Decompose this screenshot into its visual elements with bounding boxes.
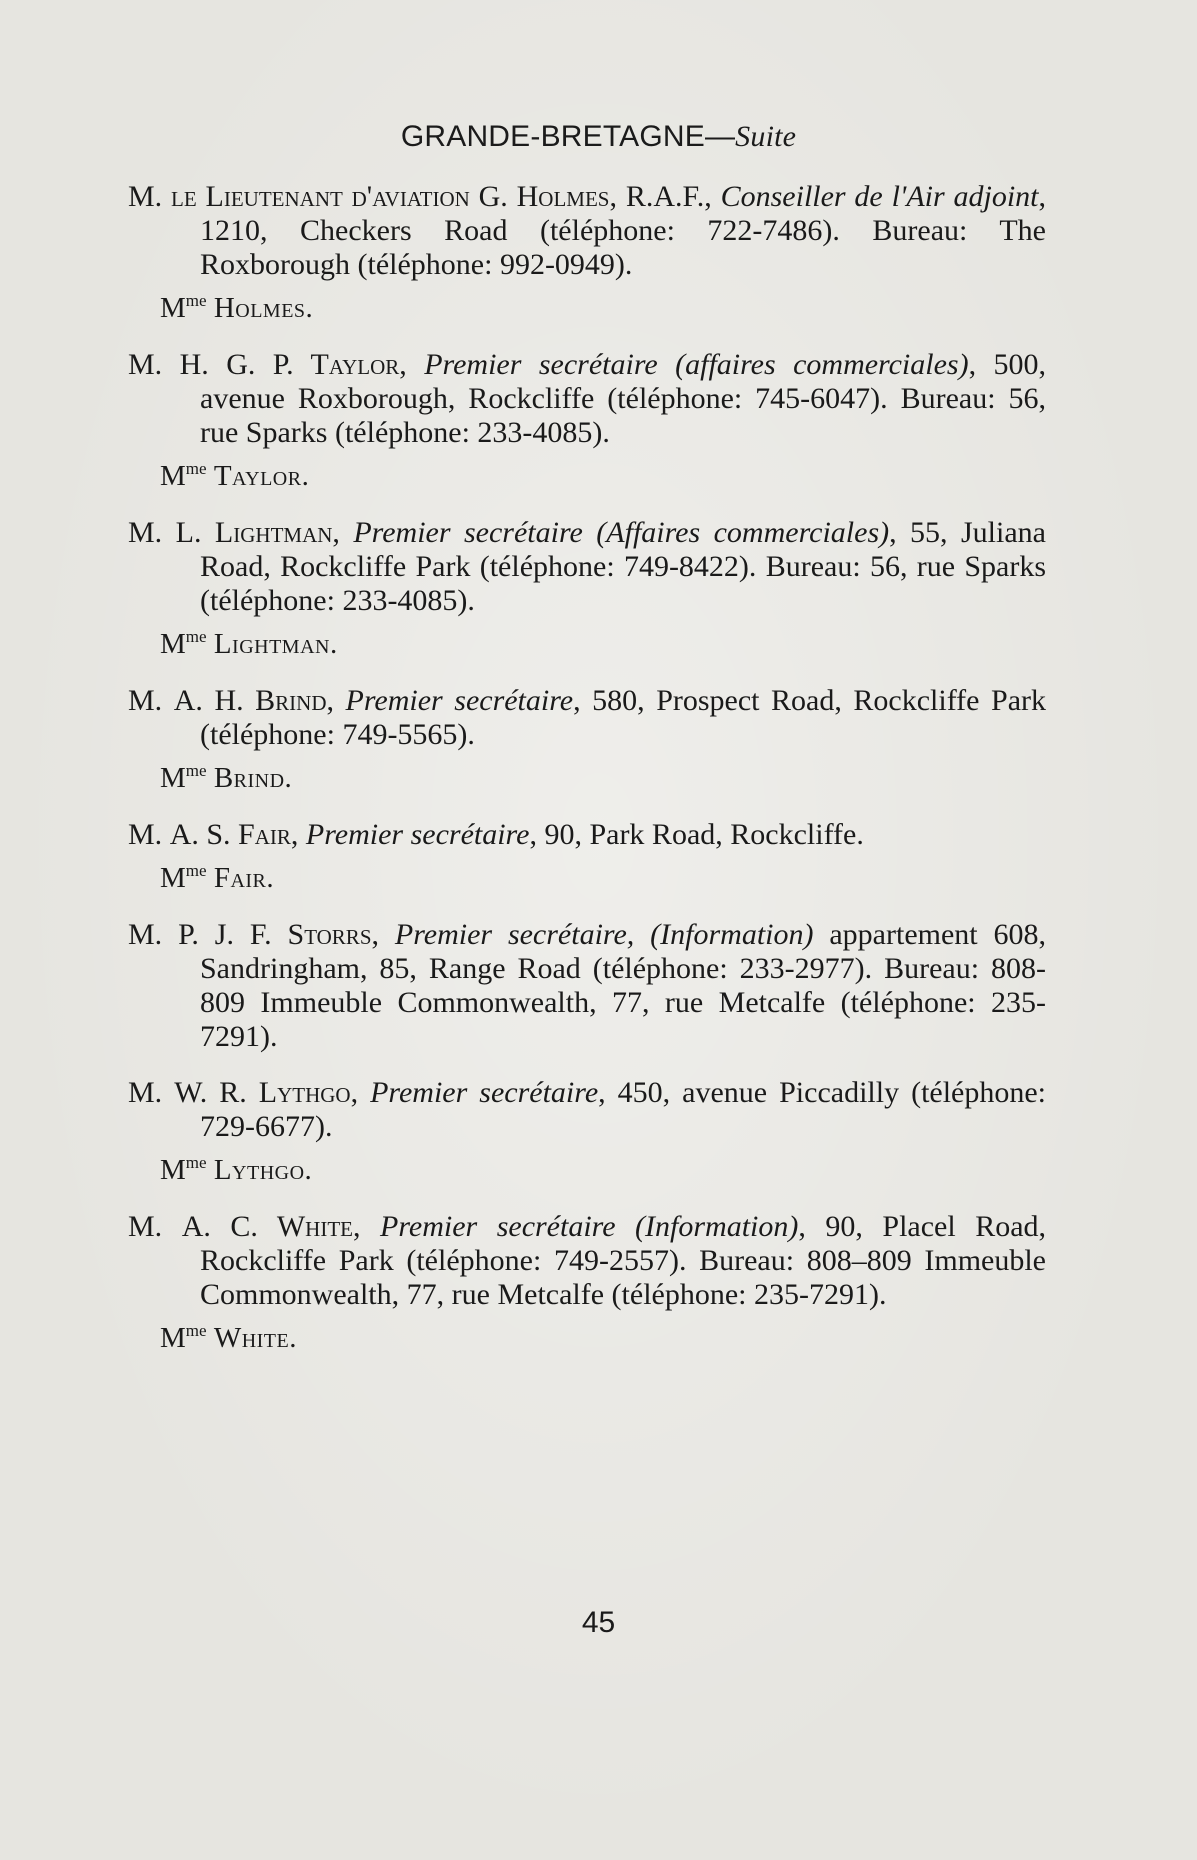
spouse-name: Holmes. — [213, 292, 314, 324]
spouse-title: M — [160, 862, 186, 894]
entry-name: L. Lightman — [175, 516, 333, 549]
entry-details: , 90, Park Road, Rockcliffe. — [529, 818, 864, 851]
list-entry — [128, 684, 1046, 796]
entry-role: Premier secrétaire — [305, 818, 530, 851]
entry-prefix: M. — [128, 348, 163, 381]
entry-role: Premier secrétaire (Information) — [380, 1210, 799, 1243]
entry-details: appartement 608, Sandringham, 85, Range Road (téléphone: 233-2977). Bureau: 808-809 Immeuble Commonwealth, 77, rue Metcalfe (téléphone: 235-7291). — [200, 918, 1046, 1053]
entry-details: , 450, avenue Piccadilly (téléphone: 729-6677). — [200, 1076, 1047, 1143]
entry-name: W. R. Lythgo — [174, 1076, 351, 1109]
spouse-name: Lythgo. — [213, 1154, 313, 1186]
entry-name-suffix: , — [371, 918, 395, 951]
list-entry — [128, 818, 1046, 896]
spouse-title: M — [160, 762, 186, 794]
spouse-line — [160, 760, 1046, 796]
spouse-title: M — [160, 1322, 186, 1354]
entry-details: , 580, Prospect Road, Rockcliffe Park (téléphone: 749-5565). — [200, 684, 1046, 751]
list-entry — [128, 918, 1046, 1054]
entry-name: A. H. Brind — [173, 684, 327, 717]
entry-name: H. G. P. Taylor — [179, 348, 400, 381]
list-entry — [128, 348, 1046, 494]
entry-name-suffix: , — [290, 818, 306, 851]
spouse-name: White. — [213, 1322, 297, 1354]
spouse-name: Brind. — [213, 762, 293, 794]
entry-text — [128, 684, 1046, 752]
entry-text — [128, 348, 1046, 450]
spouse-title: M — [160, 460, 186, 492]
list-entry — [128, 516, 1046, 662]
entry-text — [128, 1210, 1046, 1312]
entry-details: , 1210, Checkers Road (téléphone: 722-7486). Bureau: The Roxborough (téléphone: 992-0949). — [200, 180, 1046, 281]
spouse-line — [160, 458, 1046, 494]
spouse-name: Taylor. — [213, 460, 310, 492]
entry-details: , 500, avenue Roxborough, Rockcliffe (téléphone: 745-6047). Bureau: 56, rue Sparks (téléphone: 233-4085). — [200, 348, 1047, 449]
entry-role: Premier secrétaire — [370, 1076, 599, 1109]
entry-name: P. J. F. Storrs — [178, 918, 372, 951]
spouse-title-sup: me — [185, 291, 207, 310]
spouse-title-sup: me — [185, 1321, 207, 1340]
entry-prefix: M. — [128, 918, 163, 951]
spouse-name: Fair. — [213, 862, 275, 894]
spouse-title-sup: me — [185, 627, 207, 646]
entry-role: Premier secrétaire, (Information) — [394, 918, 814, 951]
entry-role: Premier secrétaire (Affaires commerciales) — [353, 516, 890, 549]
running-head-suite: Suite — [735, 120, 797, 153]
entry-name: A. S. Fair — [169, 818, 291, 851]
spouse-title: M — [160, 292, 186, 324]
entry-role: Conseiller de l'Air adjoint — [720, 180, 1039, 213]
running-head — [0, 120, 1197, 154]
entry-name-suffix: , — [332, 516, 354, 549]
spouse-line — [160, 860, 1046, 896]
entry-prefix: M. — [128, 1076, 163, 1109]
spouse-line — [160, 1320, 1046, 1356]
spouse-title-sup: me — [185, 1153, 207, 1172]
entry-text — [128, 516, 1046, 618]
entry-role: Premier secrétaire (affaires commerciales) — [424, 348, 969, 381]
entry-name-suffix: , — [352, 1210, 380, 1243]
running-head-country: GRANDE-BRETAGNE— — [400, 120, 736, 153]
entry-prefix: M. — [128, 818, 163, 851]
list-entry — [128, 1076, 1046, 1188]
spouse-line — [160, 1152, 1046, 1188]
list-entry — [128, 1210, 1046, 1356]
entry-text — [128, 818, 1046, 852]
list-entry — [128, 180, 1046, 326]
entry-text — [128, 918, 1046, 1054]
entry-name: A. C. White — [181, 1210, 353, 1243]
spouse-line — [160, 290, 1046, 326]
entry-text — [128, 180, 1046, 282]
entry-role: Premier secrétaire — [345, 684, 574, 717]
spouse-title: M — [160, 628, 186, 660]
entry-prefix: M. — [128, 1210, 163, 1243]
entry-details: , 55, Juliana Road, Rockcliffe Park (téléphone: 749-8422). Bureau: 56, rue Sparks (téléphone: 233-4085). — [200, 516, 1046, 617]
entry-prefix: M. — [128, 180, 163, 213]
entry-prefix: M. — [128, 684, 163, 717]
spouse-title-sup: me — [185, 861, 207, 880]
entry-name-suffix: , R.A.F., — [609, 180, 721, 213]
spouse-name: Lightman. — [213, 628, 338, 660]
entry-name-suffix: , — [326, 684, 346, 717]
entry-name-suffix: , — [399, 348, 425, 381]
entry-details: , 90, Placel Road, Rockcliffe Park (téléphone: 749-2557). Bureau: 808–809 Immeuble Commonwealth, 77, rue Metcalfe (téléphone: 235-7291). — [200, 1210, 1047, 1311]
spouse-title-sup: me — [185, 459, 207, 478]
diplomat-list — [128, 180, 1046, 1378]
entry-text — [128, 1076, 1046, 1144]
entry-name: le Lieutenant d'aviation G. Holmes — [171, 180, 610, 213]
page-number: 45 — [581, 1606, 616, 1639]
spouse-title-sup: me — [185, 761, 207, 780]
entry-name-suffix: , — [350, 1076, 371, 1109]
spouse-line — [160, 626, 1046, 662]
entry-prefix: M. — [128, 516, 163, 549]
spouse-title: M — [160, 1154, 186, 1186]
